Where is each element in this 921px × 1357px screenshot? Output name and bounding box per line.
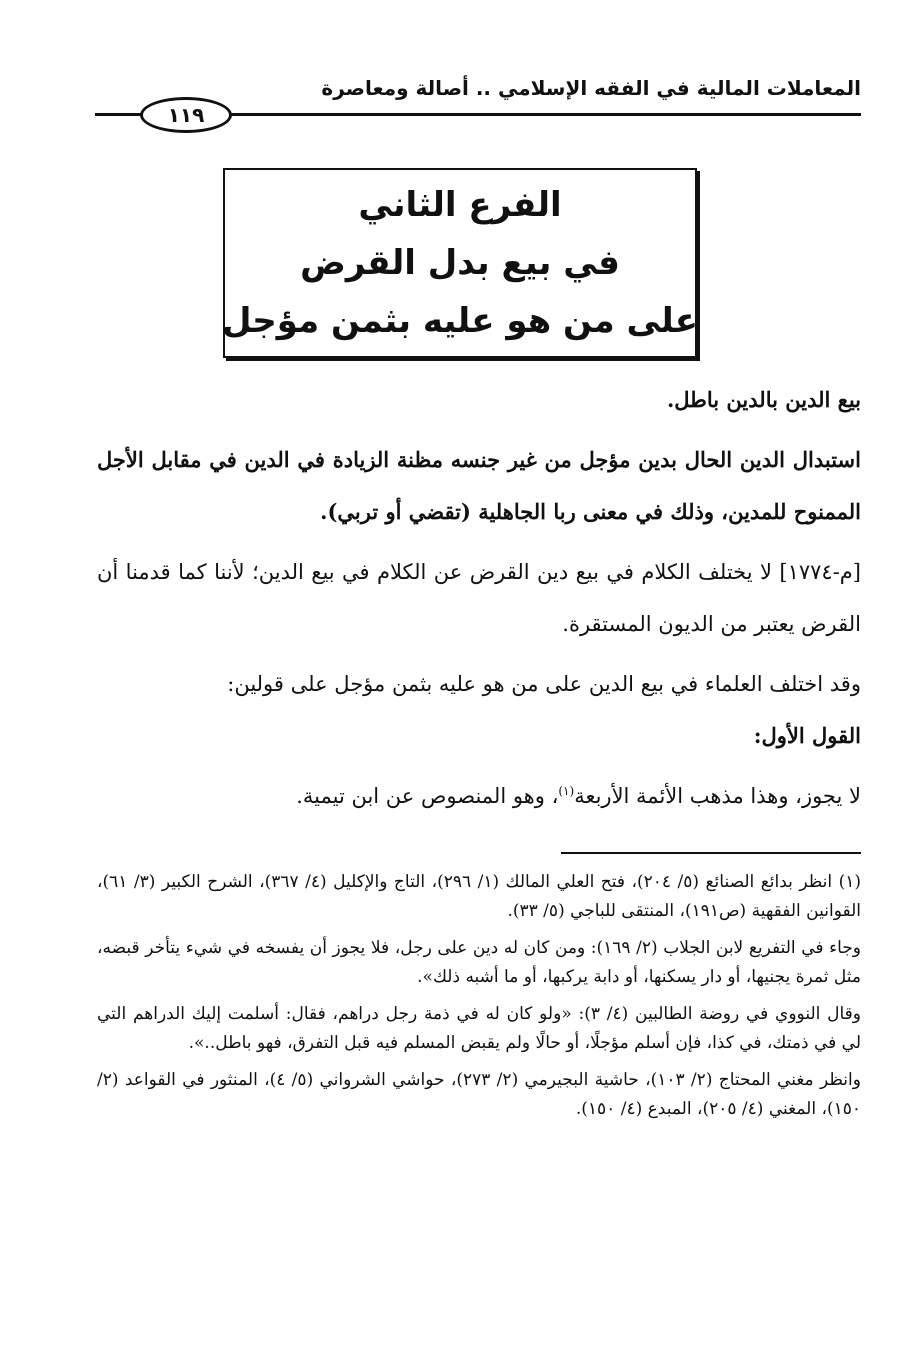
- section-title-line-2: في بيع بدل القرض: [300, 243, 620, 283]
- first-opinion-heading: القول الأول:: [753, 723, 861, 748]
- footnote-ref-1[interactable]: (١): [558, 784, 575, 798]
- page-number: ١١٩: [140, 97, 232, 133]
- footnote-1-tafri-quote: وجاء في التفريع لابن الجلاب (٢/ ١٦٩): ومن كان له دين على رجل، فلا يجوز أن يفسخه في شيء يتأخر قبضه، مثل ثمرة يجنيها، أو دار يسكنها، أو دابة يركبها، أو ما أشبه ذلك».: [97, 938, 861, 987]
- running-title: المعاملات المالية في الفقه الإسلامي .. أصالة ومعاصرة: [321, 76, 861, 100]
- rule-explanation: استبدال الدين الحال بدين مؤجل من غير جنسه مظنة الزيادة في الدين في مقابل الأجل الممنوح للمدين، وذلك في معنى ربا الجاهلية (تقضي أو تربي).: [97, 447, 861, 524]
- footnote-separator: [561, 852, 861, 854]
- body-text: [97, 374, 861, 822]
- first-opinion-text-start: لا يجوز، وهذا مذهب الأئمة الأربعة: [574, 784, 861, 808]
- paragraph-issue-1774: [م-١٧٧٤] لا يختلف الكلام في بيع دين القرض عن الكلام في بيع الدين؛ لأننا كما قدمنا أن القرض يعتبر من الديون المستقرة.: [97, 560, 861, 636]
- footnote-1-references: (١) انظر بدائع الصنائع (٥/ ٢٠٤)، فتح العلي المالك (١/ ٢٩٦)، التاج والإكليل (٤/ ٣٦٧)، الشرح الكبير (٣/ ٦١)، القوانين الفقهية (ص١٩١)، المنتقى للباجي (٥/ ٣٣).: [97, 872, 861, 921]
- footnote-1-further-references: وانظر مغني المحتاج (٢/ ١٠٣)، حاشية البجيرمي (٢/ ٢٧٣)، حواشي الشرواني (٥/ ٤)، المنثور في القواعد (٢/ ١٥٠)، المغني (٤/ ٢٠٥)، المبدع (٤/ ١٥٠).: [97, 1070, 861, 1119]
- first-opinion-text-end: ، وهو المنصوص عن ابن تيمية.: [296, 784, 559, 808]
- rule-statement: بيع الدين بالدين باطل.: [666, 387, 861, 412]
- footnote-1-nawawi-quote: وقال النووي في روضة الطالبين (٤/ ٣): «ولو كان له في ذمة رجل دراهم، فقال: أسلمت إليك الدراهم التي لي في ذمتك، في كذا، فإن أسلم مؤجلًا، أو حالًا ولم يقبض المسلم فيه قبل التفرق، فهو باطل..».: [97, 1004, 861, 1053]
- paragraph-disagreement: وقد اختلف العلماء في بيع الدين على من هو عليه بثمن مؤجل على قولين:: [227, 672, 861, 696]
- first-opinion-text: [97, 770, 861, 822]
- footnotes: [97, 868, 861, 1124]
- section-title-line-3: على من هو عليه بثمن مؤجل: [221, 301, 699, 341]
- section-title-box: [223, 168, 697, 358]
- section-title-line-1: الفرع الثاني: [358, 185, 562, 225]
